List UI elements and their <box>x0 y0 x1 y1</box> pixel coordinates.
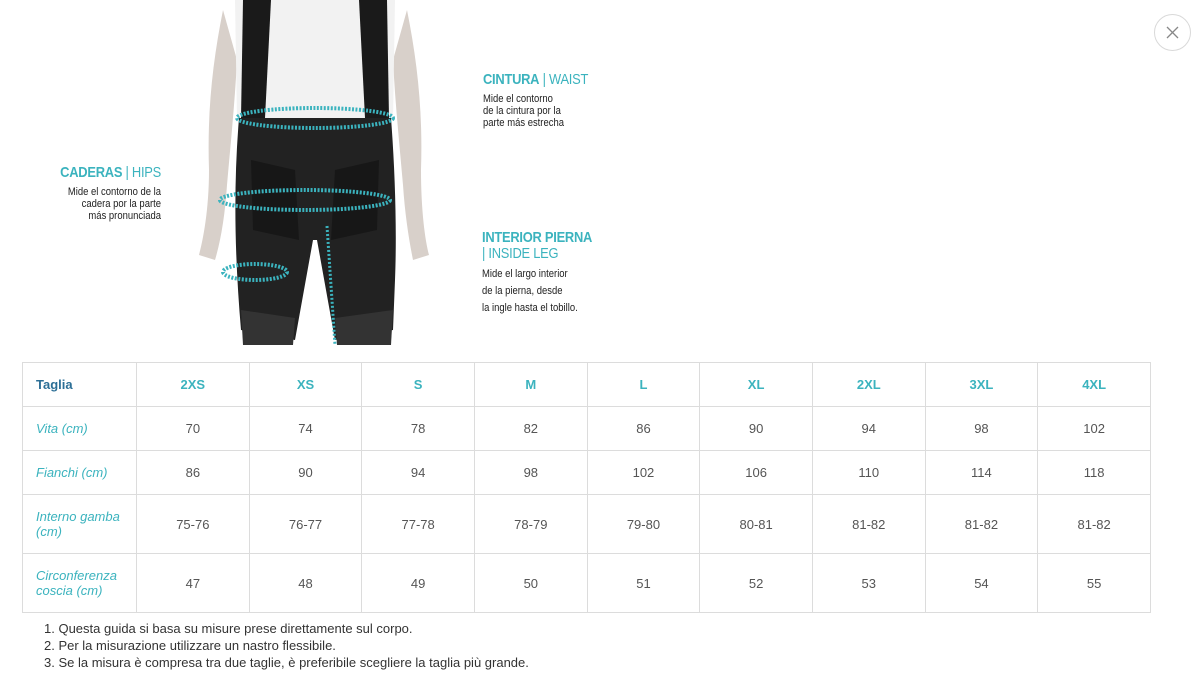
hips-title: CADERAS | HIPS <box>60 164 161 181</box>
table-cell: 80-81 <box>700 495 813 554</box>
inside-leg-title-en: | INSIDE LEG <box>482 245 559 262</box>
table-cell: 102 <box>1038 407 1151 451</box>
table-cell: 77-78 <box>362 495 475 554</box>
close-icon <box>1166 26 1179 39</box>
table-cell: 53 <box>812 554 925 613</box>
table-cell: 70 <box>137 407 250 451</box>
note-item: 2. Per la misurazione utilizzare un nastro flessibile. <box>44 638 336 653</box>
inside-leg-annotation <box>482 230 610 317</box>
table-cell: 76-77 <box>249 495 362 554</box>
table-cell: 81-82 <box>925 495 1038 554</box>
size-header-row <box>23 363 1151 407</box>
table-row <box>23 451 1151 495</box>
table-cell: 98 <box>474 451 587 495</box>
size-header-cell: 2XS <box>137 363 250 407</box>
note-item: 3. Se la misura è compresa tra due taglie, è preferibile scegliere la taglia più grande. <box>44 655 529 670</box>
row-label: Interno gamba (cm) <box>23 495 137 554</box>
table-cell: 81-82 <box>812 495 925 554</box>
measurement-notes <box>44 620 529 671</box>
waist-description: Mide el contorno de la cintura por la parte más estrecha <box>483 93 564 129</box>
size-header-label: Taglia <box>23 363 137 407</box>
size-header-cell: M <box>474 363 587 407</box>
size-header-cell: 3XL <box>925 363 1038 407</box>
table-cell: 118 <box>1038 451 1151 495</box>
table-row <box>23 554 1151 613</box>
size-header-cell: S <box>362 363 475 407</box>
table-cell: 102 <box>587 451 700 495</box>
hips-annotation <box>0 165 161 222</box>
table-cell: 90 <box>700 407 813 451</box>
table-cell: 55 <box>1038 554 1151 613</box>
inside-leg-title: INTERIOR PIERNA <box>482 229 593 246</box>
size-header-cell: 4XL <box>1038 363 1151 407</box>
table-cell: 51 <box>587 554 700 613</box>
close-button[interactable] <box>1154 14 1191 51</box>
table-cell: 86 <box>137 451 250 495</box>
table-cell: 114 <box>925 451 1038 495</box>
table-cell: 98 <box>925 407 1038 451</box>
table-cell: 54 <box>925 554 1038 613</box>
size-header-cell: XL <box>700 363 813 407</box>
table-cell: 50 <box>474 554 587 613</box>
hips-description: Mide el contorno de la cadera por la parte más pronunciada <box>67 186 161 222</box>
waist-annotation <box>483 72 605 129</box>
table-cell: 47 <box>137 554 250 613</box>
table-cell: 82 <box>474 407 587 451</box>
table-cell: 52 <box>700 554 813 613</box>
table-row <box>23 407 1151 451</box>
table-cell: 90 <box>249 451 362 495</box>
table-cell: 48 <box>249 554 362 613</box>
table-cell: 74 <box>249 407 362 451</box>
table-cell: 81-82 <box>1038 495 1151 554</box>
table-cell: 49 <box>362 554 475 613</box>
model-figure-illustration <box>195 0 435 345</box>
size-table <box>22 362 1151 613</box>
size-header-cell: 2XL <box>812 363 925 407</box>
row-label: Circonferenza coscia (cm) <box>23 554 137 613</box>
waist-title: CINTURA | WAIST <box>483 71 589 88</box>
table-cell: 79-80 <box>587 495 700 554</box>
table-cell: 78 <box>362 407 475 451</box>
table-cell: 75-76 <box>137 495 250 554</box>
table-row <box>23 495 1151 554</box>
size-header-cell: L <box>587 363 700 407</box>
table-cell: 110 <box>812 451 925 495</box>
table-cell: 86 <box>587 407 700 451</box>
table-cell: 106 <box>700 451 813 495</box>
size-header-cell: XS <box>249 363 362 407</box>
row-label: Vita (cm) <box>23 407 137 451</box>
inside-leg-description: Mide el largo interior de la pierna, desde la ingle hasta el tobillo. <box>482 268 578 314</box>
table-cell: 94 <box>362 451 475 495</box>
note-item: 1. Questa guida si basa su misure prese direttamente sul corpo. <box>44 621 413 636</box>
table-cell: 94 <box>812 407 925 451</box>
table-cell: 78-79 <box>474 495 587 554</box>
row-label: Fianchi (cm) <box>23 451 137 495</box>
